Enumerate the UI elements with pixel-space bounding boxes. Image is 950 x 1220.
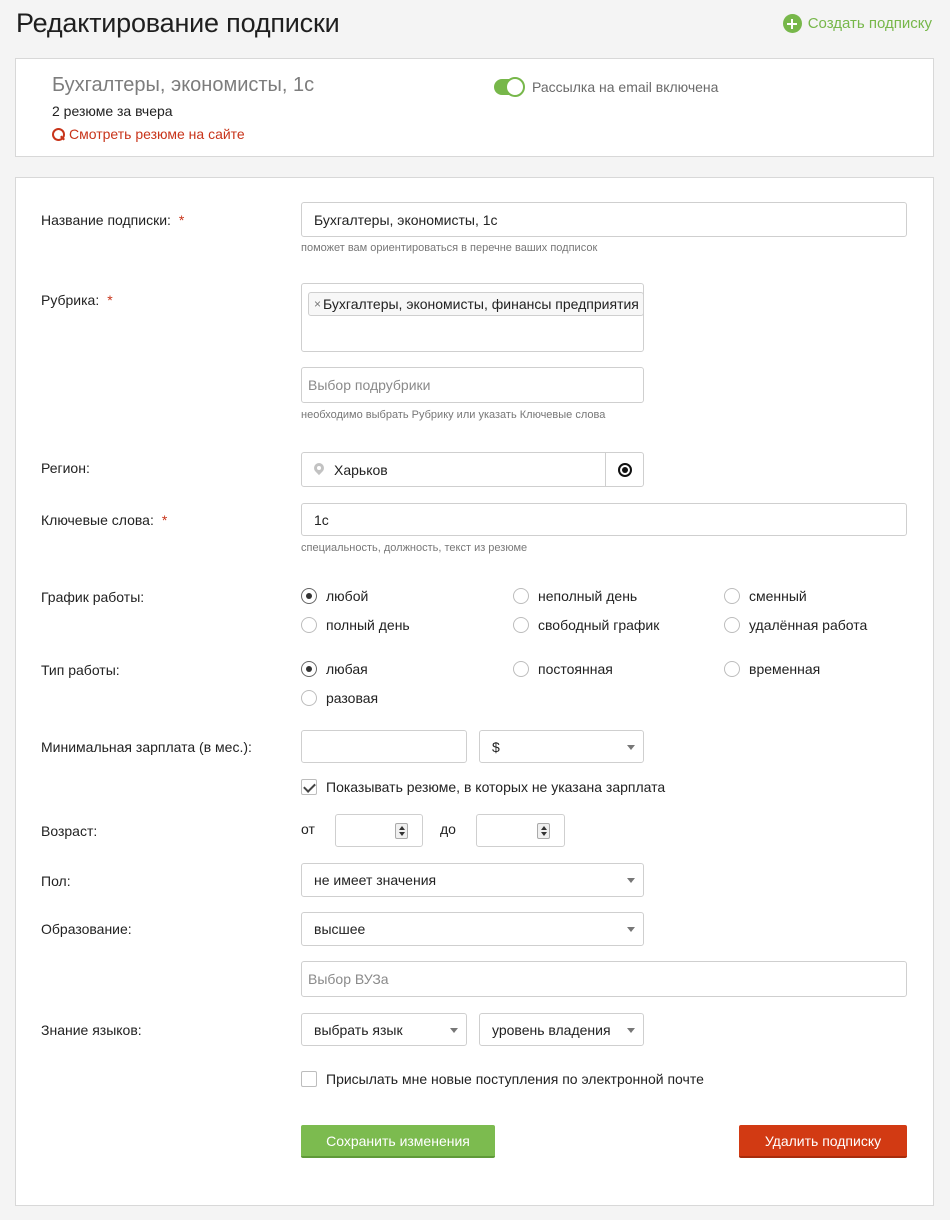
rubric-label <box>41 292 113 308</box>
plus-circle-icon <box>783 14 802 33</box>
delete-subscription-button[interactable]: Удалить подписку <box>739 1125 907 1158</box>
rubric-tag-label: Бухгалтеры, экономисты, финансы предприятия <box>323 296 639 312</box>
name-label-text: Название подписки: <box>41 212 171 228</box>
radio-dot <box>513 661 529 677</box>
work-type-radio-any[interactable] <box>301 661 368 677</box>
schedule-radio-flexible[interactable] <box>513 617 659 633</box>
save-button[interactable]: Сохранить изменения <box>301 1125 495 1158</box>
email-toggle-label: Рассылка на email включена <box>532 79 719 95</box>
gender-select[interactable] <box>301 863 644 897</box>
work-type-radio-temporary[interactable] <box>724 661 820 677</box>
age-from-label: от <box>301 821 315 837</box>
keywords-label-text: Ключевые слова: <box>41 512 154 528</box>
radio-label: временная <box>749 661 821 677</box>
summary-count: 2 резюме за вчера <box>52 103 173 119</box>
view-resumes-label: Смотреть резюме на сайте <box>69 126 245 142</box>
name-input[interactable]: Бухгалтеры, экономисты, 1с <box>301 202 907 237</box>
language-select[interactable] <box>301 1013 467 1046</box>
spinner-icon[interactable] <box>537 823 550 839</box>
radio-label: любая <box>326 661 368 677</box>
radio-label: разовая <box>326 690 379 706</box>
schedule-radio-part-time[interactable] <box>513 588 637 604</box>
age-from-input[interactable] <box>335 814 423 847</box>
age-to-label: до <box>440 821 456 837</box>
schedule-radio-shift[interactable] <box>724 588 807 604</box>
radio-label: постоянная <box>538 661 613 677</box>
radio-dot <box>724 588 740 604</box>
chevron-down-icon <box>627 745 635 750</box>
gender-label: Пол: <box>41 873 71 889</box>
schedule-label: График работы: <box>41 589 145 605</box>
search-icon <box>52 128 65 141</box>
radio-label: полный день <box>326 617 410 633</box>
page-title: Редактирование подписки <box>16 8 340 38</box>
chevron-down-icon <box>627 927 635 932</box>
keywords-input[interactable]: 1с <box>301 503 907 536</box>
required-mark: * <box>107 292 113 308</box>
languages-label: Знание языков: <box>41 1022 142 1038</box>
geolocate-button[interactable] <box>605 453 643 486</box>
schedule-radio-full-time[interactable] <box>301 617 410 633</box>
radio-dot <box>724 661 740 677</box>
subscription-summary-card <box>15 58 934 157</box>
radio-dot <box>301 588 317 604</box>
language-level-value: уровень владения <box>492 1021 611 1038</box>
create-subscription-label: Создать подписку <box>807 15 932 32</box>
spinner-icon[interactable] <box>395 823 408 839</box>
location-pin-icon <box>314 463 324 476</box>
chevron-down-icon <box>627 1028 635 1033</box>
checkbox-box <box>301 1071 317 1087</box>
email-notify-label: Присылать мне новые поступления по электронной почте <box>326 1071 704 1087</box>
university-input[interactable]: Выбор ВУЗа <box>301 961 907 997</box>
name-hint: поможет вам ориентироваться в перечне ваших подписок <box>301 242 598 254</box>
work-type-label: Тип работы: <box>41 662 120 678</box>
education-label: Образование: <box>41 921 132 937</box>
rubric-label-text: Рубрика: <box>41 292 100 308</box>
rubric-multiselect[interactable] <box>301 283 644 352</box>
name-label <box>41 212 184 228</box>
target-icon <box>618 463 632 477</box>
toggle-knob <box>505 77 525 97</box>
work-type-radio-one-time[interactable] <box>301 690 378 706</box>
gender-value: не имеет значения <box>314 872 437 888</box>
age-label: Возраст: <box>41 823 98 839</box>
schedule-radio-remote[interactable] <box>724 617 867 633</box>
email-toggle-group <box>494 79 718 95</box>
keywords-label <box>41 512 167 528</box>
salary-input[interactable] <box>301 730 467 763</box>
show-unspecified-salary-checkbox[interactable] <box>301 779 665 795</box>
keywords-hint: специальность, должность, текст из резюме <box>301 542 528 554</box>
rubric-tag <box>308 292 644 316</box>
radio-label: неполный день <box>538 588 638 604</box>
language-level-select[interactable] <box>479 1013 644 1046</box>
language-value: выбрать язык <box>314 1021 403 1038</box>
subscription-form <box>15 177 934 1206</box>
create-subscription-link[interactable] <box>783 14 932 33</box>
region-input[interactable] <box>301 452 644 487</box>
radio-label: свободный график <box>538 617 660 633</box>
education-select[interactable] <box>301 912 644 946</box>
email-notify-checkbox[interactable] <box>301 1071 704 1087</box>
checkbox-box <box>301 779 317 795</box>
radio-label: любой <box>326 588 369 604</box>
education-value: высшее <box>314 921 366 937</box>
required-mark: * <box>178 212 185 228</box>
salary-label: Минимальная зарплата (в мес.): <box>41 739 252 755</box>
email-toggle[interactable] <box>494 79 524 95</box>
radio-dot <box>301 690 317 706</box>
chevron-down-icon <box>627 878 635 883</box>
age-to-input[interactable] <box>476 814 565 847</box>
show-unspecified-salary-label: Показывать резюме, в которых не указана зарплата <box>326 779 666 795</box>
radio-dot <box>513 588 529 604</box>
radio-label: удалённая работа <box>749 617 868 633</box>
radio-dot <box>513 617 529 633</box>
currency-select[interactable] <box>479 730 644 763</box>
schedule-radio-any[interactable] <box>301 588 368 604</box>
currency-value: $ <box>492 738 500 755</box>
subrubric-input[interactable]: Выбор подрубрики <box>301 367 644 403</box>
radio-dot <box>301 617 317 633</box>
work-type-radio-permanent[interactable] <box>513 661 613 677</box>
radio-label: сменный <box>749 588 807 604</box>
radio-dot <box>724 617 740 633</box>
summary-title: Бухгалтеры, экономисты, 1с <box>52 74 315 96</box>
view-resumes-link[interactable] <box>52 126 245 142</box>
region-label: Регион: <box>41 460 90 476</box>
region-value: Харьков <box>334 461 388 478</box>
radio-dot <box>301 661 317 677</box>
rubric-hint: необходимо выбрать Рубрику или указать Ключевые слова <box>301 409 606 421</box>
tag-remove-icon[interactable]: × <box>314 297 322 311</box>
chevron-down-icon <box>450 1028 458 1033</box>
required-mark: * <box>161 512 168 528</box>
